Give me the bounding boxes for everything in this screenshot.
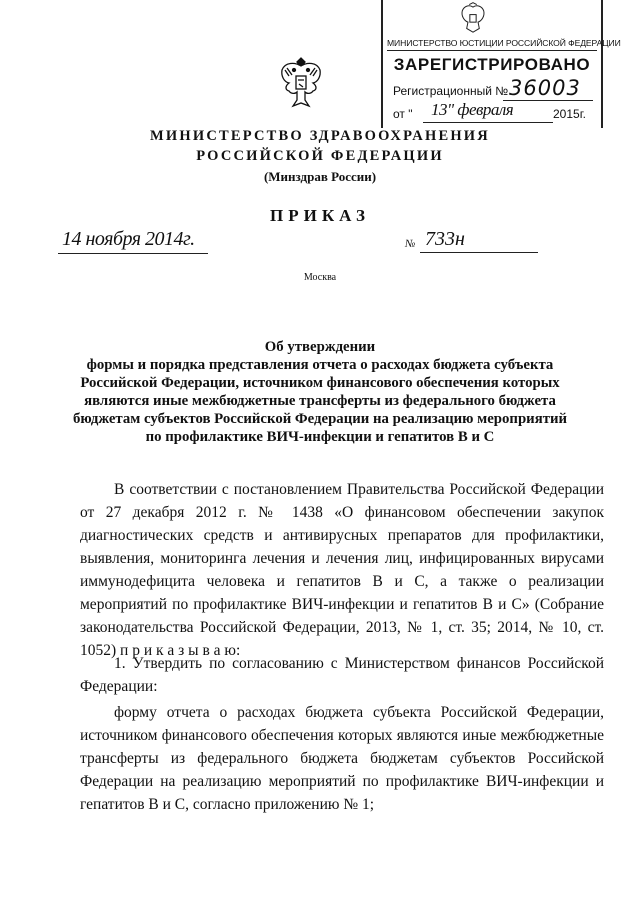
stamp-coat-of-arms-icon	[458, 2, 488, 36]
order-date: 14 ноября 2014г.	[62, 228, 195, 250]
document-title-line: бюджетам субъектов Российской Федерации на реализацию мероприятий	[72, 411, 568, 427]
stamp-registration-label: Регистрационный №	[393, 84, 509, 98]
order-number-label: №	[405, 238, 416, 250]
document-title-line: Об утверждении	[264, 339, 376, 355]
order-number-underline	[420, 252, 538, 253]
document-title-line: по профилактике ВИЧ-инфекции и гепатитов В и С	[145, 429, 495, 445]
document-title-line: формы и порядка представления отчета о расходах бюджета субъекта	[86, 357, 554, 373]
stamp-date-suffix: 2015г.	[553, 107, 586, 121]
stamp-registration-underline	[503, 100, 593, 101]
city: Москва	[303, 272, 337, 283]
coat-of-arms-icon	[279, 56, 323, 110]
stamp-registration-number: 36003	[509, 76, 581, 100]
stamp-ministry-text: МИНИСТЕРСТВО ЮСТИЦИИ РОССИЙСКОЙ ФЕДЕРАЦИИ	[387, 38, 621, 48]
registration-stamp	[381, 0, 621, 128]
ministry-name-line1: МИНИСТЕРСТВО ЗДРАВООХРАНЕНИЯ	[150, 128, 490, 144]
document-title-line: Российской Федерации, источником финансового обеспечения которых	[80, 375, 560, 391]
order-number: 733н	[425, 228, 465, 250]
ministry-short-name: (Минздрав России)	[263, 169, 377, 184]
stamp-registered-text: ЗАРЕГИСТРИРОВАНО	[393, 55, 591, 74]
document-title-line: являются иные межбюджетные трансферты из федерального бюджета	[84, 393, 556, 409]
stamp-date-label: от "	[393, 107, 413, 121]
body-paragraph-item1: 1. Утвердить по согласованию с Министерством финансов Российской Федерации:	[80, 655, 604, 695]
stamp-date-underline	[423, 122, 553, 123]
stamp-divider	[387, 50, 597, 51]
order-title: ПРИКАЗ	[270, 206, 370, 225]
order-date-underline	[58, 253, 208, 254]
ministry-name-line2: РОССИЙСКОЙ ФЕДЕРАЦИИ	[196, 148, 444, 164]
body-paragraph-preamble: В соответствии с постановлением Правительства Российской Федерации от 27 декабря 2012 г. № 1438 «О финансовом обеспечении закупок диагностических средств и антивирусных препаратов для профилактики, выявления, мониторинга лечения и лечения лиц, инфицированных вирусами иммунодефицита человека и гепатитов В и С, а также о реализации мероприятий по профилактике ВИЧ-инфекции и гепатитов В и С» (Собрание законодательства Российской Федерации, 2013, № 1, ст. 35; 2014, № 10, ст. 1052) п р и к а з ы в а ю:	[80, 481, 604, 659]
body-paragraph-form: форму отчета о расходах бюджета субъекта Российской Федерации, источником финансового обеспечения которых являются иные межбюджетные трансферты из федерального бюджета бюджетам субъектов Российской Федерации на реализацию мероприятий по профилактике ВИЧ-инфекции и гепатитов В и С, согласно приложению № 1;	[80, 704, 604, 813]
stamp-date-value: 13" февраля	[431, 100, 514, 119]
